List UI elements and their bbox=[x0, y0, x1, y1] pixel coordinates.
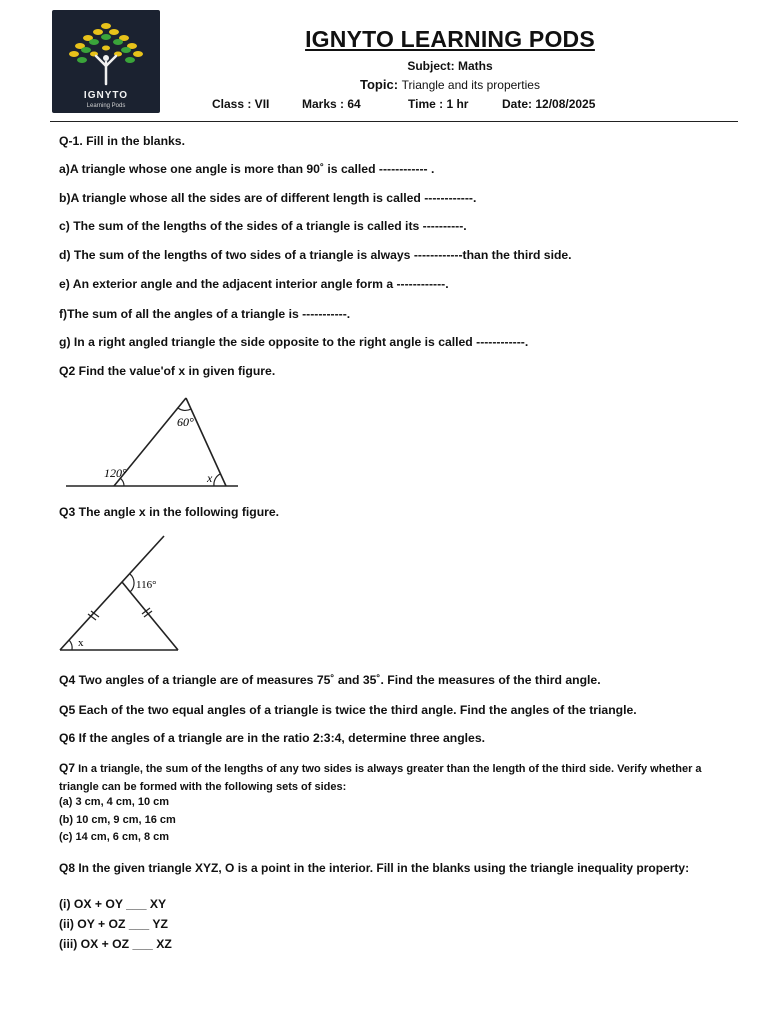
q8-part-ii: (ii) OY + OZ ___ YZ bbox=[59, 917, 168, 931]
q7-option-c: (c) 14 cm, 6 cm, 8 cm bbox=[59, 831, 170, 843]
q7-number: Q7 bbox=[59, 761, 76, 775]
q6-text: Q6 If the angles of a triangle are in the ratio 2:3:4, determine three angles. bbox=[59, 731, 486, 745]
q3-triangle-figure bbox=[58, 532, 188, 657]
date-info: Date: 12/08/2025 bbox=[502, 97, 596, 111]
q2-label-60: 60° bbox=[177, 415, 194, 429]
q3-x-arc bbox=[69, 640, 72, 650]
q7-statement: In a triangle, the sum of the lengths of any two sides is always greater than the length of the third side. Verify whether a triangle can be formed with the following sets of sides: bbox=[59, 763, 702, 793]
q7-text bbox=[59, 759, 739, 796]
q8-part-iii: (iii) OX + OZ ___ XZ bbox=[59, 937, 172, 951]
q1-part-f: f)The sum of all the angles of a triangle is -----------. bbox=[59, 307, 351, 321]
subject-line: Subject: Maths bbox=[407, 59, 493, 73]
q5-text: Q5 Each of the two equal angles of a triangle is twice the third angle. Find the angles of the triangle. bbox=[59, 703, 637, 717]
topic-line bbox=[230, 77, 670, 92]
q2-label-120: 120° bbox=[104, 466, 127, 480]
header-divider bbox=[50, 121, 738, 122]
q2-label-x: x bbox=[207, 471, 213, 485]
q3-title: Q3 The angle x in the following figure. bbox=[59, 505, 280, 519]
q3-angle-arc bbox=[130, 574, 134, 592]
q3-label-116: 116° bbox=[136, 579, 157, 591]
topic-label: Topic: bbox=[360, 77, 399, 92]
q4-text: Q4 Two angles of a triangle are of measures 75˚ and 35˚. Find the measures of the third angle. bbox=[59, 673, 601, 687]
time-info: Time : 1 hr bbox=[408, 97, 469, 111]
q2-x-arc bbox=[214, 474, 220, 486]
q1-part-e: e) An exterior angle and the adjacent interior angle form a ------------. bbox=[59, 277, 449, 291]
q2-title: Q2 Find the value'of x in given figure. bbox=[59, 364, 276, 378]
q1-part-c: c) The sum of the lengths of the sides of a triangle is called its ----------. bbox=[59, 219, 467, 233]
topic-value: Triangle and its properties bbox=[401, 78, 540, 92]
q1-part-d: d) The sum of the lengths of two sides of a triangle is always ------------than the third side. bbox=[59, 248, 572, 262]
q1-part-g: g) In a right angled triangle the side opposite to the right angle is called ------------. bbox=[59, 335, 529, 349]
q2-right-side bbox=[186, 398, 226, 486]
logo-name: IGNYTO bbox=[83, 90, 129, 101]
q2-top-arc bbox=[178, 408, 191, 410]
tree-icon bbox=[52, 10, 160, 90]
q3-label-x: x bbox=[78, 637, 84, 649]
class-info: Class : VII bbox=[212, 97, 270, 111]
q7-option-a: (a) 3 cm, 4 cm, 10 cm bbox=[59, 796, 170, 808]
q3-extended-side bbox=[60, 536, 164, 650]
q1-part-b: b)A triangle whose all the sides are of different length is called ------------. bbox=[59, 191, 477, 205]
q8-part-i: (i) OX + OY ___ XY bbox=[59, 897, 167, 911]
marks-info: Marks : 64 bbox=[302, 97, 361, 111]
q2-triangle-figure bbox=[62, 392, 242, 492]
q8-text: Q8 In the given triangle XYZ, O is a point in the interior. Fill in the blanks using the triangle inequality property: bbox=[59, 861, 690, 875]
q7-option-b: (b) 10 cm, 9 cm, 16 cm bbox=[59, 814, 176, 826]
school-title: IGNYTO LEARNING PODS bbox=[305, 26, 595, 52]
q1-title: Q-1. Fill in the blanks. bbox=[59, 134, 185, 148]
logo-tagline: Learning Pods bbox=[86, 103, 126, 109]
school-logo bbox=[52, 10, 160, 113]
q1-part-a: a)A triangle whose one angle is more than 90˚ is called ------------ . bbox=[59, 162, 435, 176]
